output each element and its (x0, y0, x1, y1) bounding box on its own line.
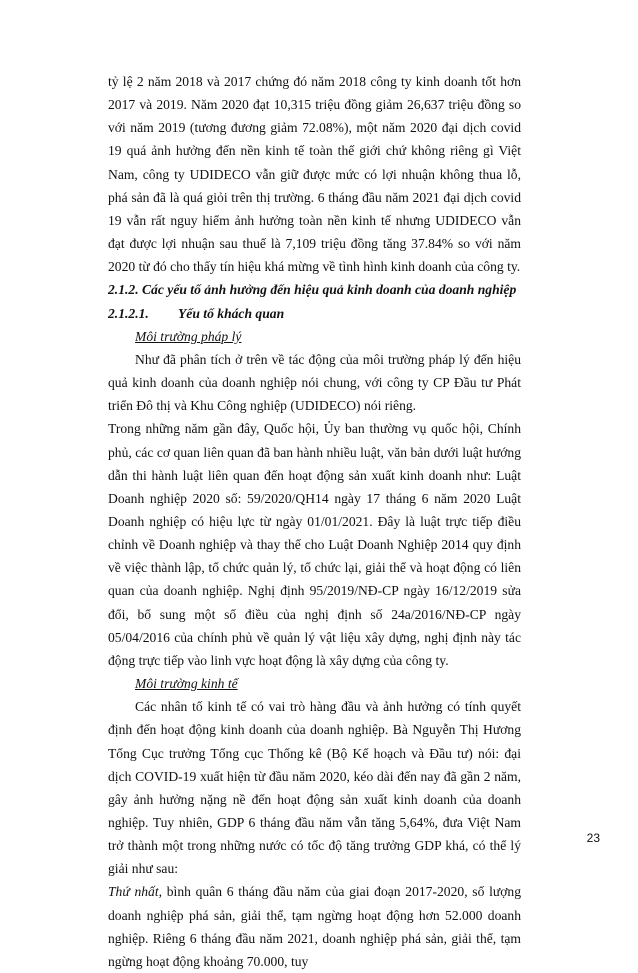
paragraph-legal-intro: Như đã phân tích ở trên về tác động của môi trường pháp lý đến hiệu quả kinh doanh của doanh nghiệp nói chung, với công ty CP Đầu tư Phát triển Đô thị và Khu Công nghiệp (UDIDECO) nói riêng. (108, 351, 521, 414)
subheading-economic-environment (108, 672, 521, 695)
subheading-legal-environment (108, 325, 521, 348)
paragraph-first-point (108, 880, 521, 973)
section-heading-2-1-2-1 (108, 302, 521, 325)
heading-number: 2.1.2.1. (108, 305, 149, 321)
first-point-rest: bình quân 6 tháng đầu năm của giai đoạn 2017-2020, số lượng doanh nghiệp phá sản, giải thể, tạm ngừng hoạt động hơn 52.000 doanh nghiệp. Riêng 6 tháng đầu năm 2021, doanh nghiệp phá sản, giải thể, tạm ngừng hoạt động khoảng 70.000, tuy (108, 884, 521, 969)
paragraph-economic-factors: Các nhân tố kinh tế có vai trò hàng đầu và ảnh hưởng có tính quyết định đến hoạt động kinh doanh của doanh nghiệp. Bà Nguyễn Thị Hương Tổng Cục trưởng Tổng cục Thống kê (Bộ Kế hoạch và Đầu tư) nói: đại dịch COVID-19 xuất hiện từ đầu năm 2020, kéo dài đến nay đã gần 2 năm, gây ảnh hưởng nặng nề đến hoạt động sản xuất kinh doanh của doanh nghiệp. Tuy nhiên, GDP 6 tháng đầu năm vẫn tăng 5,64%, đưa Việt Nam trở thành một trong những nước có tốc độ tăng trưởng GDP khá, có thể lý giải như sau: (108, 699, 521, 877)
page-number: 23 (586, 831, 600, 845)
first-point-lead: Thứ nhất, (108, 884, 163, 900)
subheading-legal-text: Môi trường pháp lý (135, 328, 242, 344)
subheading-economic-text: Môi trường kinh tế (135, 676, 238, 692)
heading-title: Yếu tố khách quan (178, 305, 285, 321)
body-text (108, 70, 521, 973)
paragraph-legal-laws: Trong những năm gần đây, Quốc hội, Ủy ban thường vụ quốc hội, Chính phủ, các cơ quan liên quan đã ban hành nhiều luật, văn bản dưới luật hướng dẫn thi hành luật liên quan đến hoạt động sản xuất kinh doanh như: Luật Doanh nghiệp 2020 số: 59/2020/QH14 ngày 17 tháng 6 năm 2020 Luật Doanh nghiệp có hiệu lực từ ngày 01/01/2021. Đây là luật trực tiếp điều chỉnh về Doanh nghiệp và thay thế cho Luật Doanh Nghiệp 2014 quy định về việc thành lập, tổ chức quản lý, tổ chức lại, giải thể và hoạt động có liên quan của doanh nghiệp. Nghị định 95/2019/NĐ-CP ngày 16/12/2019 sửa đổi, bổ sung một số điều của nghị định số 24a/2016/NĐ-CP ngày 05/04/2016 của chính phủ về quản lý vật liệu xây dựng, nghị định này tác động trực tiếp vào linh vực hoạt động là xây dựng của công ty. (108, 421, 521, 668)
paragraph-profit-summary: tỷ lệ 2 năm 2018 và 2017 chứng đó năm 2018 công ty kinh doanh tốt hơn 2017 và 2019. Năm 2020 đạt 10,315 triệu đồng giảm 26,637 triệu đồng so với năm 2019 (tương đương giảm 72.08%), một năm 2020 đại dịch covid 19 quá ảnh hưởng đến nền kinh tế toàn thế giới chứ không riêng gì Việt Nam, công ty UDIDECO vẫn giữ được mức có lợi nhuận không thua lỗ, phá sản đã là quá giỏi trên thị trường. 6 tháng đầu năm 2021 đại dịch covid 19 vẫn rất nguy hiểm ảnh hưởng toàn nền kinh tế nhưng UDIDECO vẫn đạt được lợi nhuận sau thuế là 7,109 triệu đồng tăng 37.84% so với năm 2020 từ đó cho thấy tín hiệu khá mừng về tình hình kinh doanh của công ty. (108, 74, 521, 275)
section-heading-2-1-2: 2.1.2. Các yếu tố ảnh hưởng đến hiệu quả kinh doanh của doanh nghiệp (108, 282, 517, 298)
